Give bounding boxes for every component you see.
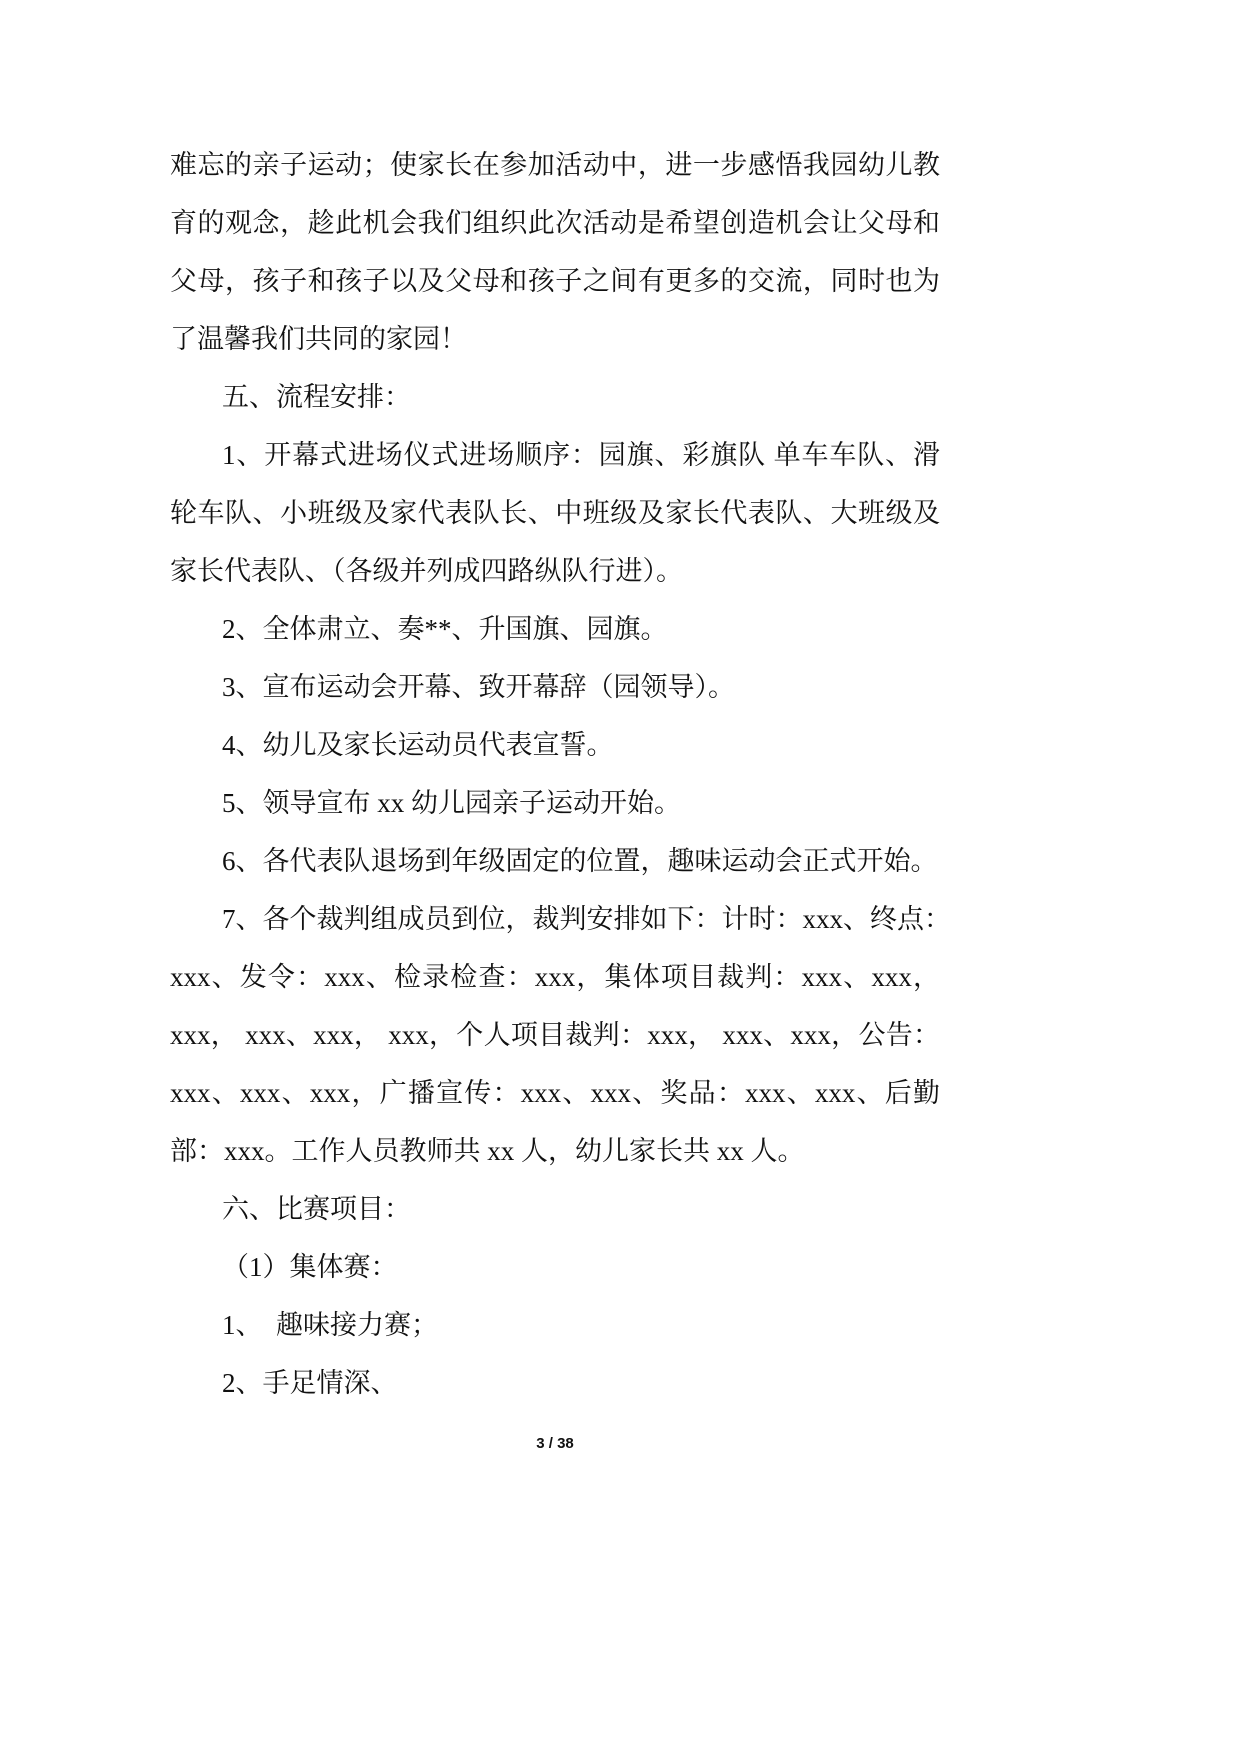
paragraph — [170, 426, 940, 600]
paragraph — [170, 832, 940, 890]
text-line: 1、开幕式进场仪式进场顺序：园旗、彩旗队 单车车队、滑 — [222, 440, 940, 470]
section-heading-process — [170, 368, 940, 426]
list-item — [170, 1296, 940, 1354]
paragraph — [170, 600, 940, 658]
text-line: 家长代表队、（各级并列成四路纵队行进）。 — [170, 556, 683, 586]
text-line: 父母，孩子和孩子以及父母和孩子之间有更多的交流，同时也为 — [170, 266, 940, 296]
text-line: 2、全体肃立、奏**、升国旗、园旗。 — [222, 614, 668, 644]
page-number: 3 / 38 — [536, 1435, 574, 1452]
text-line: 1、 趣味接力赛； — [222, 1310, 438, 1340]
text-line: 了温馨我们共同的家园！ — [170, 324, 467, 354]
text-line: 4、幼儿及家长运动员代表宣誓。 — [222, 730, 614, 760]
text-line: xxx， xxx、xxx， xxx，个人项目裁判：xxx， xxx、xxx，公告： — [170, 1020, 940, 1050]
text-line: 难忘的亲子运动；使家长在参加活动中，进一步感悟我园幼儿教 — [170, 150, 940, 180]
paragraph — [170, 774, 940, 832]
paragraph — [170, 716, 940, 774]
text-line: （1）集体赛： — [222, 1252, 398, 1282]
text-line: 六、比赛项目： — [222, 1194, 411, 1224]
text-line: 5、领导宣布 xx 幼儿园亲子运动开始。 — [222, 788, 681, 818]
paragraph — [170, 890, 951, 1180]
paragraph — [170, 658, 940, 716]
text-line: 部：xxx。工作人员教师共 xx 人，幼儿家长共 xx 人。 — [170, 1136, 805, 1166]
text-line: xxx、xxx、xxx，广播宣传：xxx、xxx、奖品：xxx、xxx、后勤 — [170, 1078, 940, 1108]
text-line: 2、手足情深、 — [222, 1368, 398, 1398]
text-line: 7、各个裁判组成员到位，裁判安排如下：计时：xxx、终点： — [222, 904, 951, 934]
text-line: 育的观念，趁此机会我们组织此次活动是希望创造机会让父母和 — [170, 208, 940, 238]
section-heading-events — [170, 1180, 940, 1238]
text-line: 3、宣布运动会开幕、致开幕辞（园领导）。 — [222, 672, 735, 702]
text-line: 6、各代表队退场到年级固定的位置，趣味运动会正式开始。 — [222, 846, 938, 876]
list-item — [170, 1354, 940, 1412]
paragraph — [170, 136, 940, 368]
text-line: 五、流程安排： — [222, 382, 411, 412]
text-line: 轮车队、小班级及家代表队长、中班级及家长代表队、大班级及 — [170, 498, 940, 528]
document-body — [170, 136, 951, 1412]
text-line: xxx、发令：xxx、检录检查：xxx，集体项目裁判：xxx、xxx， — [170, 962, 940, 992]
subsection-heading-team-events — [170, 1238, 940, 1296]
